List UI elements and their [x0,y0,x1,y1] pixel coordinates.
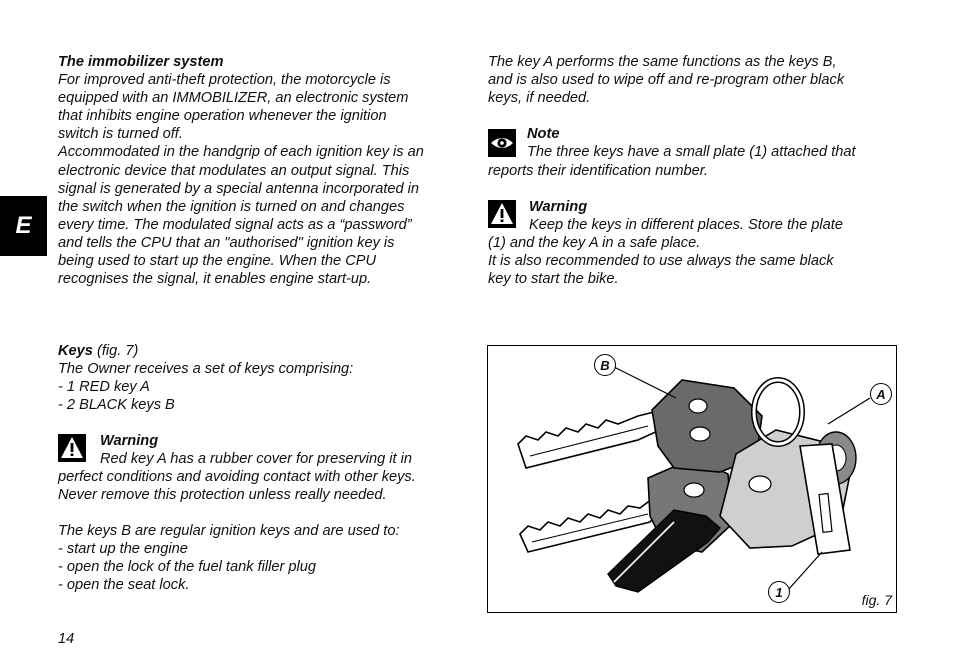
warning-icon [58,434,86,462]
keys-b-line: - start up the engine [58,541,188,558]
callout-b: B [594,354,616,376]
left-warning-line: perfect conditions and avoiding contact with other keys. [58,469,416,485]
keys-heading: Keys [58,343,93,359]
warning-icon [488,200,516,228]
right-warning-line: key to start the bike. [488,271,619,288]
immobilizer-line: signal is generated by a special antenna incorporated in [58,180,420,197]
immobilizer-line: recognises the signal, it enables engine start-up. [58,271,372,288]
keys-b-line: The keys B are regular ignition keys and are used to: [58,523,400,539]
note-heading: Note [527,126,560,142]
key-a-intro [488,53,908,107]
immobilizer-heading: The immobilizer system [58,54,224,70]
immobilizer-line: every time. The modulated signal acts as a “password” [58,216,412,233]
keys-line: - 1 RED key A [58,379,150,396]
left-warning-body [58,468,478,504]
keys-figure [487,345,897,613]
keys-figure-ref: (fig. 7) [96,343,139,359]
immobilizer-line: For improved anti-theft protection, the motorcycle is [58,72,391,89]
note-heading-block [527,125,907,161]
left-warning-heading: Warning [100,433,159,449]
immobilizer-line: being used to start up the engine. When the CPU [58,253,377,270]
keys-b-section [58,522,478,594]
immobilizer-section [58,53,468,288]
right-warning-heading: Warning [529,199,588,215]
right-warning-heading-block [529,198,909,234]
callout-a: A [870,383,892,405]
right-warning-line: Keep the keys in different places. Store the plate [529,217,843,234]
immobilizer-line: the switch when the ignition is turned on and changes [58,198,405,215]
right-warning-line: (1) and the key A in a safe place. [488,235,701,251]
keys-b-line: - open the lock of the fuel tank filler plug [58,559,316,576]
note-line: reports their identification number. [488,163,709,179]
immobilizer-line: switch is turned off. [58,126,183,143]
left-warning-line: Never remove this protection unless really needed. [58,487,387,504]
left-warning-heading-block [100,432,480,468]
immobilizer-line: equipped with an IMMOBILIZER, an electronic system [58,90,409,107]
immobilizer-line: that inhibits engine operation whenever the ignition [58,108,387,125]
figure-caption: fig. 7 [861,592,892,608]
note-line: The three keys have a small plate (1) attached that [527,144,856,161]
keys-section [58,342,478,414]
page-number: 14 [58,631,75,647]
keys-b-line: - open the seat lock. [58,577,190,594]
keys-line: The Owner receives a set of keys comprising: [58,361,354,378]
left-warning-line: Red key A has a rubber cover for preserving it in [100,451,413,468]
right-warning-body [488,234,908,288]
keys-line: - 2 BLACK keys B [58,397,175,414]
eye-icon [488,129,516,157]
note-body [488,162,908,180]
immobilizer-line: Accommodated in the handgrip of each ignition key is an [58,144,424,161]
keys-illustration [488,346,896,612]
intro-line: keys, if needed. [488,90,591,107]
immobilizer-line: and tells the CPU that an "authorised" ignition key is [58,234,395,251]
right-warning-line: It is also recommended to use always the same black [488,253,834,270]
language-tab: E [0,196,47,256]
callout-1: 1 [768,581,790,603]
immobilizer-line: electronic device that modulates an output signal. This [58,162,410,179]
intro-line: and is also used to wipe off and re-program other black [488,72,845,89]
intro-line: The key A performs the same functions as the keys B, [488,54,837,70]
